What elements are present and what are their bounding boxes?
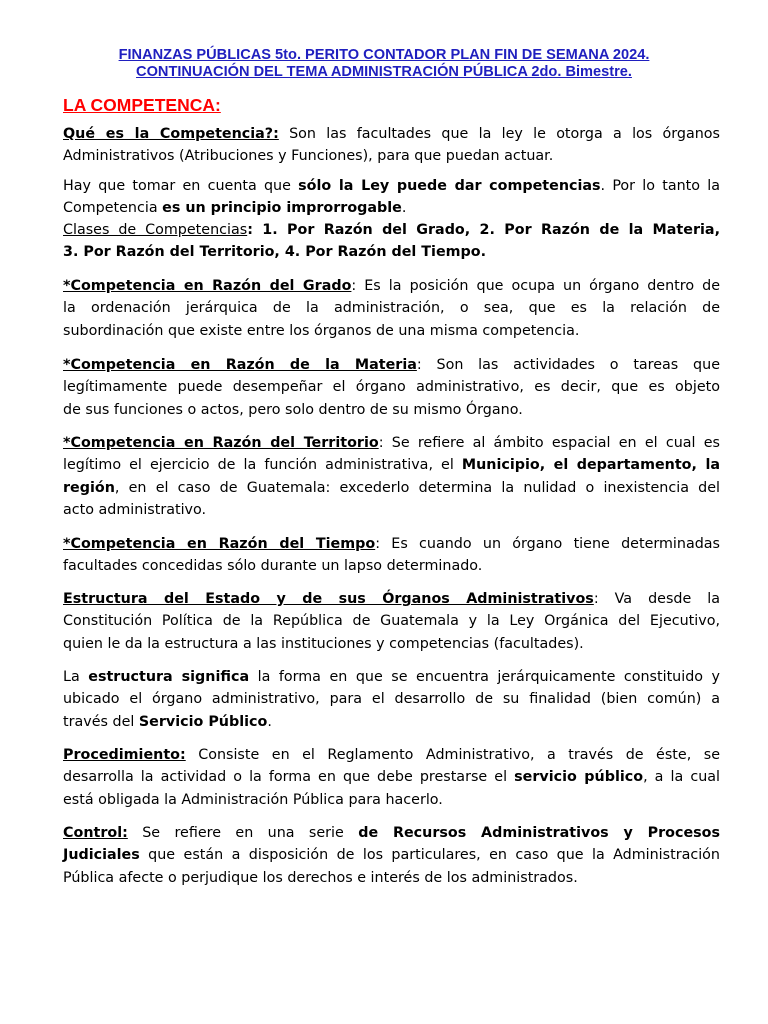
- term-label: Qué es la Competencia?:: [63, 126, 279, 142]
- paragraph-grado: *Competencia en Razón del Grado: Es la posición que ocupa un órgano dentro de la ordenación jerárquica de la administración, o sea, que es la relación de subordinación que existe entre los órganos de una misma competencia.: [63, 278, 720, 339]
- term-label: Clases de Competencias: [63, 222, 248, 238]
- term-label: Estructura del Estado y de sus Órganos Administrativos: [63, 591, 594, 607]
- term-label: *Competencia en Razón de la Materia: [63, 357, 417, 373]
- paragraph-estructura-estado: Estructura del Estado y de sus Órganos Administrativos: Va desde la Constitución Política de la República de Guatemala y la Ley Orgánica del Ejecutivo, quien le da la estructura a las instituciones y competencias (facultades).: [63, 591, 720, 652]
- header-line-2: CONTINUACIÓN DEL TEMA ADMINISTRACIÓN PÚBLICA 2do. Bimestre.: [136, 64, 632, 80]
- term-label: *Competencia en Razón del Territorio: [63, 435, 379, 451]
- term-label: *Competencia en Razón del Tiempo: [63, 536, 376, 552]
- paragraph-control: Control: Se refiere en una serie de Recursos Administrativos y Procesos Judiciales que están a disposición de los particulares, en caso que la Administración Pública afecte o perjudique los derechos e interés de los administrados.: [63, 825, 720, 886]
- term-label: Control:: [63, 825, 128, 841]
- paragraph-estructura-significa: La estructura significa la forma en que se encuentra jerárquicamente constituido y ubicado el órgano administrativo, para el desarrollo de su finalidad (bien común) a través del Servicio Público.: [63, 669, 720, 730]
- section-title: LA COMPETENCA:: [63, 95, 221, 115]
- document-header: [0, 47, 768, 81]
- paragraph-procedimiento: Procedimiento: Consiste en el Reglamento Administrativo, a través de éste, se desarrolla la actividad o la forma en que debe prestarse el servicio público, a la cual está obligada la Administración Pública para hacerlo.: [63, 747, 720, 808]
- term-label: Procedimiento:: [63, 747, 186, 763]
- paragraph-definition: Qué es la Competencia?: Son las facultades que la ley le otorga a los órganos Administrativos (Atribuciones y Funciones), para que puedan actuar.: [63, 126, 720, 165]
- paragraph-classes: Clases de Competencias: 1. Por Razón del Grado, 2. Por Razón de la Materia, 3. Por Razón del Territorio, 4. Por Razón del Tiempo.: [63, 222, 720, 261]
- paragraph-law: Hay que tomar en cuenta que sólo la Ley puede dar competencias. Por lo tanto la Competencia es un principio improrrogable.: [63, 178, 720, 217]
- paragraph-territorio: *Competencia en Razón del Territorio: Se refiere al ámbito espacial en el cual es legítimo el ejercicio de la función administrativa, el Municipio, el departamento, la región, en el caso de Guatemala: excederlo determina la nulidad o inexistencia del acto administrativo.: [63, 435, 720, 518]
- paragraph-materia: *Competencia en Razón de la Materia: Son las actividades o tareas que legítimamente puede desempeñar el órgano administrativo, es decir, que es objeto de sus funciones o actos, pero solo dentro de su mismo Órgano.: [63, 357, 720, 418]
- paragraph-tiempo: *Competencia en Razón del Tiempo: Es cuando un órgano tiene determinadas facultades concedidas sólo durante un lapso determinado.: [63, 536, 720, 575]
- header-line-1: FINANZAS PÚBLICAS 5to. PERITO CONTADOR PLAN FIN DE SEMANA 2024.: [118, 47, 650, 63]
- term-label: *Competencia en Razón del Grado: [63, 278, 352, 294]
